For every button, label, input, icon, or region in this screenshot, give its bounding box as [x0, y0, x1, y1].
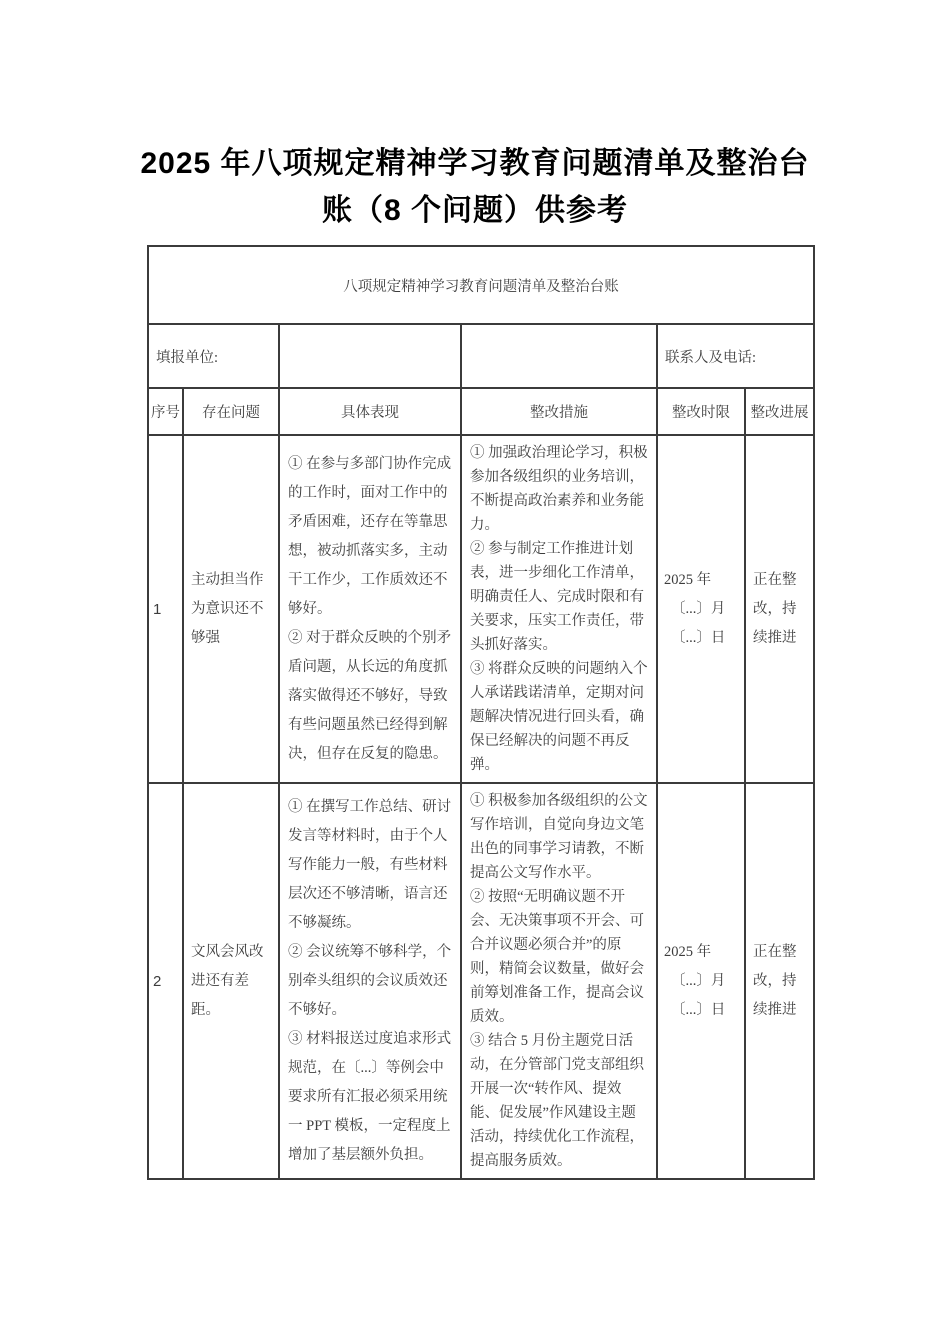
- row-1-progress: 正在整改，持续推进: [745, 435, 814, 783]
- row-1-deadline-month: 〔...〕月: [671, 600, 726, 617]
- row-1-measure-item-3: ③ 将群众反映的问题纳入个人承诺践诺清单，定期对问题解决情况进行回头看，确保已经解决的问题不再反弹。: [470, 661, 648, 773]
- header-rectification-deadline: 整改时限: [657, 388, 745, 435]
- table-row: [148, 783, 814, 1179]
- row-1-measures: [461, 435, 657, 783]
- row-2-measure-item-3: ③ 结合 5 月份主题党日活动，在分管部门党支部组织开展一次“转作风、提效能、促发展”作风建设主题活动，持续优化工作流程，提高服务质效。: [470, 1033, 644, 1169]
- row-2-serial-number: 2: [148, 783, 183, 1179]
- row-1-measure-item-1: ① 加强政治理论学习，积极参加各级组织的业务培训，不断提高政治素养和业务能力。: [470, 445, 648, 533]
- row-2-measure-item-1: ① 积极参加各级组织的公文写作培训，自觉向身边文笔出色的同事学习请教，不断提高公文写作水平。: [470, 793, 648, 881]
- row-2-measures: [461, 783, 657, 1179]
- row-1-deadline-day: 〔...〕日: [671, 629, 726, 646]
- row-2-measure-item-2: ② 按照“无明确议题不开会、无决策事项不开会、可合并议题必须合并”的原则，精简会议数量，做好会前筹划准备工作，提高会议质效。: [470, 889, 644, 1025]
- row-2-problem: 文风会风改进还有差距。: [183, 783, 279, 1179]
- row-2-manifestation-item-1: ① 在撰写工作总结、研讨发言等材料时，由于个人写作能力一般，有些材料层次还不够清晰，语言还不够凝练。: [288, 798, 452, 931]
- row-2-manifestation-item-3: ③ 材料报送过度追求形式规范，在〔...〕等例会中要求所有汇报必须采用统一 PPT 模板，一定程度上增加了基层额外负担。: [288, 1030, 452, 1163]
- row-1-deadline: [657, 435, 745, 783]
- row-2-progress: 正在整改，持续推进: [745, 783, 814, 1179]
- header-row: [148, 388, 814, 435]
- row-1-problem: 主动担当作为意识还不够强: [183, 435, 279, 783]
- row-1-manifestation: [279, 435, 461, 783]
- row-2-deadline-day: 〔...〕日: [671, 1001, 726, 1018]
- row-1-manifestation-item-1: ① 在参与多部门协作完成的工作时，面对工作中的矛盾困难，还存在等靠思想，被动抓落实多，主动干工作少，工作质效还不够好。: [288, 455, 452, 617]
- row-2-deadline-year: 2025 年: [664, 943, 712, 960]
- document-title: [0, 0, 950, 234]
- row-1-deadline-year: 2025 年: [664, 571, 712, 588]
- table-caption: 八项规定精神学习教育问题清单及整治台账: [148, 246, 814, 324]
- ledger-table-container: [147, 245, 950, 1180]
- row-2-deadline-month: 〔...〕月: [671, 972, 726, 989]
- report-unit-label: 填报单位:: [148, 324, 279, 388]
- row-1-serial-number: 1: [148, 435, 183, 783]
- row-2-manifestation-item-2: ② 会议统筹不够科学，个别牵头组织的会议质效还不够好。: [288, 943, 452, 1018]
- header-rectification-progress: 整改进展: [745, 388, 814, 435]
- header-existing-problem: 存在问题: [183, 388, 279, 435]
- row-2-deadline: [657, 783, 745, 1179]
- table-row: [148, 435, 814, 783]
- document-title-line-1: 2025 年八项规定精神学习教育问题清单及整治台: [140, 147, 810, 180]
- meta-row: [148, 324, 814, 388]
- header-serial-number: 序号: [148, 388, 183, 435]
- header-specific-manifestation: 具体表现: [279, 388, 461, 435]
- row-1-manifestation-item-2: ② 对于群众反映的个别矛盾问题，从长远的角度抓落实做得还不够好，导致有些问题虽然已经得到解决，但存在反复的隐患。: [288, 629, 452, 762]
- contact-label: 联系人及电话:: [657, 324, 814, 388]
- header-rectification-measures: 整改措施: [461, 388, 657, 435]
- meta-empty-cell: [461, 324, 657, 388]
- document-title-line-2: 账（8 个问题）供参考: [321, 194, 629, 227]
- row-2-manifestation: [279, 783, 461, 1179]
- caption-row: [148, 246, 814, 324]
- row-1-measure-item-2: ② 参与制定工作推进计划表，进一步细化工作清单，明确责任人、完成时限和有关要求，压实工作责任，带头抓好落实。: [470, 541, 644, 653]
- report-unit-value-empty: [279, 324, 461, 388]
- ledger-table: [147, 245, 815, 1180]
